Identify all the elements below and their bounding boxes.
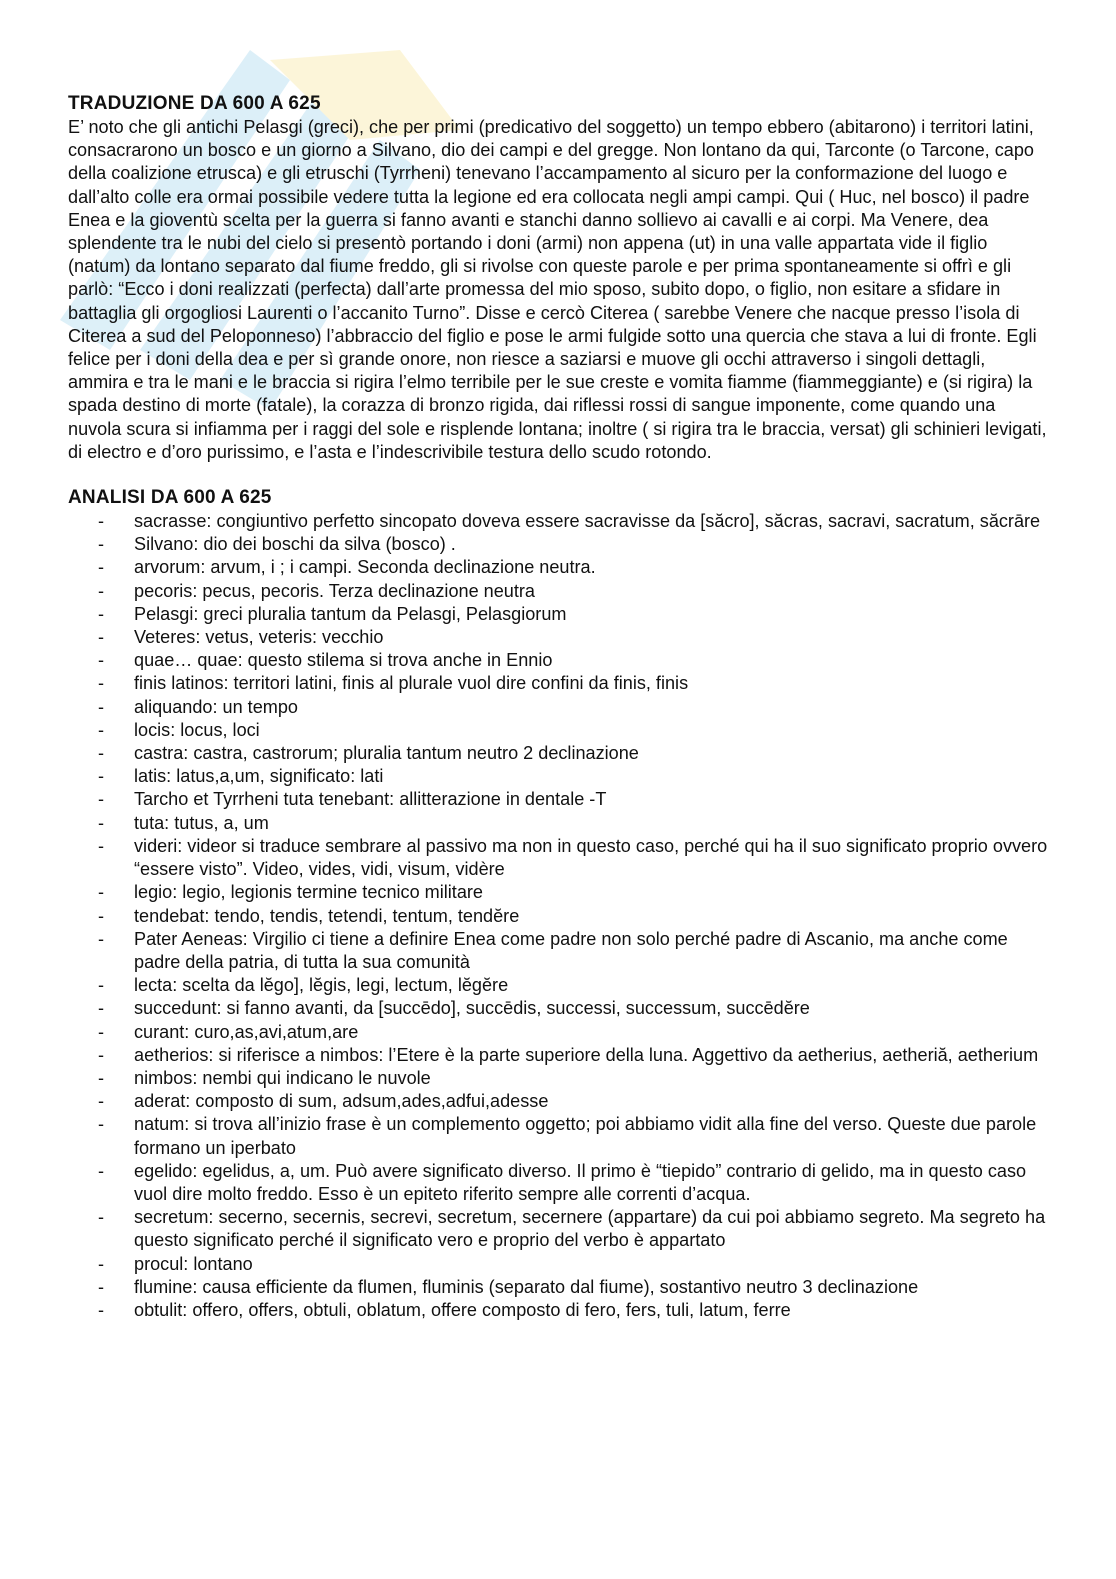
analysis-item: - curant: curo,as,avi,atum,are [68,1021,1048,1044]
analysis-item: - Pelasgi: greci pluralia tantum da Pelasgi, Pelasgiorum [68,603,1048,626]
analysis-item: - flumine: causa efficiente da flumen, fluminis (separato dal fiume), sostantivo neutro 3 declinazione [68,1276,1048,1299]
analysis-item: - obtulit: offero, offers, obtuli, oblatum, offere composto di fero, fers, tuli, latum, ferre [68,1299,1048,1322]
analysis-item: - tuta: tutus, a, um [68,812,1048,835]
analysis-item: - legio: legio, legionis termine tecnico militare [68,881,1048,904]
analysis-item: - egelido: egelidus, a, um. Può avere significato diverso. Il primo è “tiepido” contrario di gelido, ma in questo caso vuol dire molto freddo. Esso è un epiteto riferito sempre alle correnti d’acqua. [68,1160,1048,1206]
analysis-item: - natum: si trova all’inizio frase è un complemento oggetto; poi abbiamo vidit alla fine del verso. Queste due parole formano un iperbato [68,1113,1048,1159]
analysis-item: - locis: locus, loci [68,719,1048,742]
translation-heading: TRADUZIONE DA 600 A 625 [68,93,321,114]
analysis-item: - nimbos: nembi qui indicano le nuvole [68,1067,1048,1090]
translation-paragraph: E’ noto che gli antichi Pelasgi (greci), che per primi (predicativo del soggetto) un tempo ebbero (abitarono) i territori latini, consacrarono un bosco e un giorno a Silvano, dio dei campi e del gregge. Non lontano da qui, Tarconte (o Tarcone, capo della coalizione etrusca) e gli etruschi (Tyrrheni) tenevano l’accampamento al sicuro per la conformazione del luogo e dall’alto colle era ormai possibile vedere tutta la legione ed era collocata negli ampi campi. Qui ( Huc, nel bosco) il padre Enea e la gioventù scelta per la guerra si fanno avanti e stanchi danno sollievo ai cavalli e ai corpi. Ma Venere, dea splendente tra le nubi del cielo si presentò portando i doni (armi) non appena (ut) in una valle appartata vide il figlio (natum) da lontano separato dal fiume freddo, gli si rivolse con queste parole e per prima spontaneamente si offrì e gli parlò: “Ecco i doni realizzati (perfecta) dall’arte promessa del mio sposo, subito dopo, o figlio, non esitare a sfidare in battaglia gli orgogliosi Laurenti o l’accanito Turno”. Disse e cercò Citerea ( sarebbe Venere che nacque presso l’isola di Citerea a sud del Peloponneso) l’abbraccio del figlio e pose le armi fulgide sotto una quercia che stava a lui di fronte. Egli felice per i doni della dea e per sì grande onore, non riesce a saziarsi e muove gli occhi attraverso i singoli dettagli, ammira e tra le mani e le braccia si rigira l’elmo terribile per le sue creste e vomita fiamme (fiammeggiante) e (si rigira) la spada destino di morte (fatale), la corazza di bronzo rigida, dai riflessi rossi di sangue imponente, come quando una nuvola scura si infiamma per i raggi del sole e risplende lontana; inoltre ( si rigira tra le braccia, versat) gli schinieri levigati, di electro e d’oro purissimo, e l’asta e l’indescrivibile testura dello scudo rotondo. [68,117,1047,462]
analysis-item: - aetherios: si riferisce a nimbos: l’Etere è la parte superiore della luna. Aggettivo da aetherius, aetheriă, aetherium [68,1044,1048,1067]
analysis-item: - quae… quae: questo stilema si trova anche in Ennio [68,649,1048,672]
analysis-heading: ANALISI DA 600 A 625 [68,487,272,509]
analysis-list [68,510,1048,1322]
document-page [68,92,1048,1322]
analysis-item: - Veteres: vetus, veteris: vecchio [68,626,1048,649]
analysis-item: - finis latinos: territori latini, finis al plurale vuol dire confini da finis, finis [68,672,1048,695]
analysis-item: - sacrasse: congiuntivo perfetto sincopato doveva essere sacravisse da [săcro], săcras, sacravi, sacratum, săcrāre [68,510,1048,533]
analysis-item: - pecoris: pecus, pecoris. Terza declinazione neutra [68,580,1048,603]
analysis-item: - aderat: composto di sum, adsum,ades,adfui,adesse [68,1090,1048,1113]
analysis-item: - Pater Aeneas: Virgilio ci tiene a definire Enea come padre non solo perché padre di Ascanio, ma anche come padre della patria, di tutta la sua comunità [68,928,1048,974]
analysis-item: - lecta: scelta da lĕgo], lĕgis, legi, lectum, lĕgĕre [68,974,1048,997]
analysis-item: - latis: latus,a,um, significato: lati [68,765,1048,788]
analysis-item: - arvorum: arvum, i ; i campi. Seconda declinazione neutra. [68,556,1048,579]
analysis-item: - castra: castra, castrorum; pluralia tantum neutro 2 declinazione [68,742,1048,765]
analysis-item: - procul: lontano [68,1253,1048,1276]
analysis-item: - succedunt: si fanno avanti, da [succēdo], succēdis, successi, successum, succēdĕre [68,997,1048,1020]
analysis-item: - tendebat: tendo, tendis, tetendi, tentum, tendĕre [68,905,1048,928]
analysis-item: - secretum: secerno, secernis, secrevi, secretum, secernere (appartare) da cui poi abbiamo segreto. Ma segreto ha questo significato perché il significato vero e proprio del verbo è appartato [68,1206,1048,1252]
analysis-item: - aliquando: un tempo [68,696,1048,719]
analysis-item: - Tarcho et Tyrrheni tuta tenebant: allitterazione in dentale -T [68,788,1048,811]
analysis-item: - Silvano: dio dei boschi da silva (bosco) . [68,533,1048,556]
analysis-item: - videri: videor si traduce sembrare al passivo ma non in questo caso, perché qui ha il suo significato proprio ovvero “essere visto”. Video, vides, vidi, visum, vidère [68,835,1048,881]
